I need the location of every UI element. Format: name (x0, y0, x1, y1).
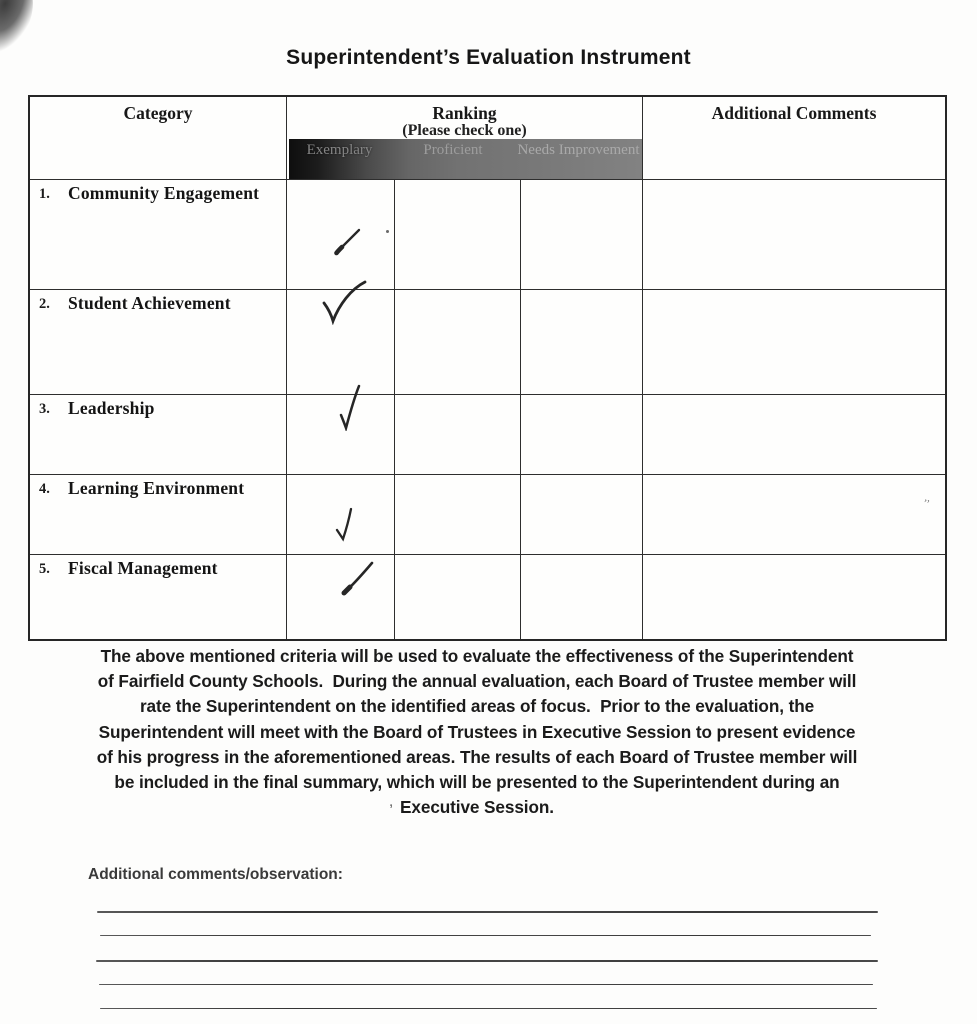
evaluation-description (47, 644, 907, 820)
row-number: 5. (39, 561, 50, 577)
row-number: 1. (39, 186, 50, 202)
category-cell-row4 (30, 475, 287, 555)
comments-cell-row4 (643, 475, 945, 555)
category-cell-row2 (30, 290, 287, 395)
exemplary-cell-row1 (287, 180, 395, 290)
comments-cell-row3 (643, 395, 945, 475)
category-label: Learning Environment (68, 478, 245, 498)
page-title: Superintendent’s Evaluation Instrument (286, 46, 691, 69)
comment-ruled-line-2 (100, 935, 871, 936)
description-line: Superintendent will meet with the Board of Trustees in Executive Session to present evidence (98, 721, 856, 742)
row-number: 4. (39, 481, 50, 497)
ranking-note-label: (Please check one) (402, 122, 527, 139)
header-comments-cell (643, 97, 945, 180)
needs-improvement-cell-row4 (521, 475, 643, 555)
ink-speck-artifact (386, 230, 389, 233)
proficient-cell-row4 (395, 475, 521, 555)
comment-ruled-line-4 (99, 984, 873, 985)
proficient-cell-row5 (395, 555, 521, 639)
proficient-cell-row3 (395, 395, 521, 475)
header-ranking-cell (287, 97, 643, 180)
description-line: be included in the final summary, which will be presented to the Superintendent during an (114, 772, 840, 793)
comment-ruled-line-3 (96, 960, 878, 962)
category-label: Community Engagement (68, 183, 260, 203)
category-label: Fiscal Management (68, 558, 218, 578)
exemplary-cell-row2 (287, 290, 395, 395)
exemplary-cell-row3 (287, 395, 395, 475)
comments-cell-row5 (643, 555, 945, 639)
proficient-cell-row1 (395, 180, 521, 290)
category-header-label: Category (123, 103, 193, 123)
ranking-header-label: Ranking (432, 103, 497, 123)
description-line: of Fairfield County Schools. During the annual evaluation, each Board of Trustee member will (97, 671, 857, 692)
ranking-options-band (289, 139, 642, 179)
needs-improvement-cell-row5 (521, 555, 643, 639)
stray-quote-artifact: ’’ (921, 497, 931, 511)
category-label: Leadership (68, 398, 155, 418)
additional-comments-header-label: Additional Comments (711, 103, 877, 123)
row-number: 2. (39, 296, 50, 312)
proficient-cell-row2 (395, 290, 521, 395)
ranking-option-needs-improvement: Needs Improvement (517, 142, 640, 158)
comments-cell-row2 (643, 290, 945, 395)
comments-cell-row1 (643, 180, 945, 290)
row-number: 3. (39, 401, 50, 417)
comment-ruled-line-5 (100, 1008, 877, 1009)
category-cell-row5 (30, 555, 287, 639)
description-line: Executive Session. (400, 797, 554, 818)
needs-improvement-cell-row3 (521, 395, 643, 475)
header-category-cell (30, 97, 287, 180)
comment-ruled-line-1 (97, 911, 878, 913)
evaluation-table (28, 95, 947, 641)
needs-improvement-cell-row1 (521, 180, 643, 290)
ranking-option-proficient: Proficient (423, 142, 483, 158)
category-cell-row3 (30, 395, 287, 475)
additional-comments-label: Additional comments/observation: (88, 866, 343, 883)
exemplary-cell-row4 (287, 475, 395, 555)
category-cell-row1 (30, 180, 287, 290)
description-line: The above mentioned criteria will be used to evaluate the effectiveness of the Superintendent (100, 646, 854, 666)
needs-improvement-cell-row2 (521, 290, 643, 395)
category-label: Student Achievement (68, 293, 231, 313)
stray-comma-artifact: , (389, 793, 394, 810)
description-line: rate the Superintendent on the identified areas of focus. Prior to the evaluation, the (139, 696, 815, 717)
description-line: of his progress in the aforementioned areas. The results of each Board of Trustee member will (96, 746, 858, 767)
exemplary-cell-row5 (287, 555, 395, 639)
ranking-option-exemplary: Exemplary (306, 142, 373, 158)
